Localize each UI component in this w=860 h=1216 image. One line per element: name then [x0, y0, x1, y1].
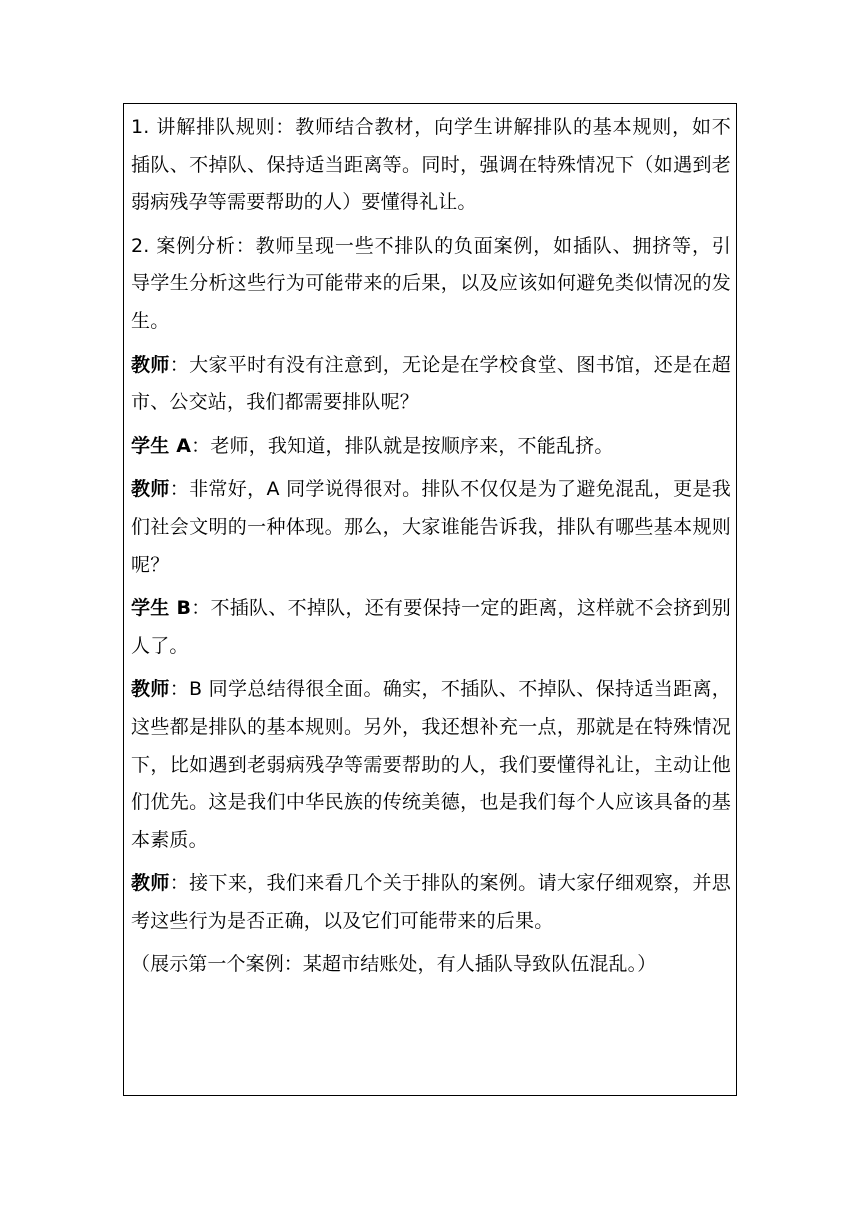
dialogue-line: [131, 347, 731, 422]
paragraph-text: 1. 讲解排队规则：教师结合教材，向学生讲解排队的基本规则，如不插队、不掉队、保持适当距离等。同时，强调在特殊情况下（如遇到老弱病残孕等需要帮助的人）要懂得礼让。: [131, 116, 731, 214]
dialogue-line: [131, 590, 731, 665]
dialogue-line: [131, 428, 731, 466]
paragraph-rules: [131, 109, 731, 222]
dialogue-text: ：大家平时有没有注意到，无论是在学校食堂、图书馆，还是在超市、公交站，我们都需要排队呢？: [131, 353, 731, 414]
paragraph-case-display: [131, 946, 731, 984]
dialogue-line: [131, 865, 731, 940]
paragraph-case-analysis: [131, 228, 731, 341]
dialogue-line: [131, 471, 731, 584]
speaker-label: 教师: [131, 478, 170, 501]
speaker-label: 教师: [131, 353, 170, 376]
dialogue-text: ：非常好，A 同学说得很对。排队不仅仅是为了避免混乱，更是我们社会文明的一种体现。那么，大家谁能告诉我，排队有哪些基本规则呢？: [131, 478, 732, 576]
speaker-label: 学生 A: [131, 434, 192, 457]
lesson-plan-content: [131, 109, 731, 990]
paragraph-text: 2. 案例分析：教师呈现一些不排队的负面案例，如插队、拥挤等，引导学生分析这些行为可能带来的后果，以及应该如何避免类似情况的发生。: [131, 234, 731, 332]
dialogue-text: ：接下来，我们来看几个关于排队的案例。请大家仔细观察，并思考这些行为是否正确，以及它们可能带来的后果。: [131, 872, 731, 932]
dialogue-text: ：B 同学总结得很全面。确实，不插队、不掉队、保持适当距离，这些都是排队的基本规则。另外，我还想补充一点，那就是在特殊情况下，比如遇到老弱病残孕等需要帮助的人，我们要懂得礼让，主动让他们优先。这是我们中华民族的传统美德，也是我们每个人应该具备的基本素质。: [131, 678, 731, 851]
dialogue-text: ：不插队、不掉队，还有要保持一定的距离，这样就不会挤到别人了。: [131, 597, 731, 657]
paragraph-text: （展示第一个案例：某超市结账处，有人插队导致队伍混乱。）: [131, 953, 657, 976]
speaker-label: 学生 B: [131, 597, 192, 620]
speaker-label: 教师: [131, 678, 170, 701]
dialogue-text: ：老师，我知道，排队就是按顺序来，不能乱挤。: [191, 434, 614, 457]
speaker-label: 教师: [131, 872, 170, 895]
dialogue-line: [131, 671, 731, 859]
